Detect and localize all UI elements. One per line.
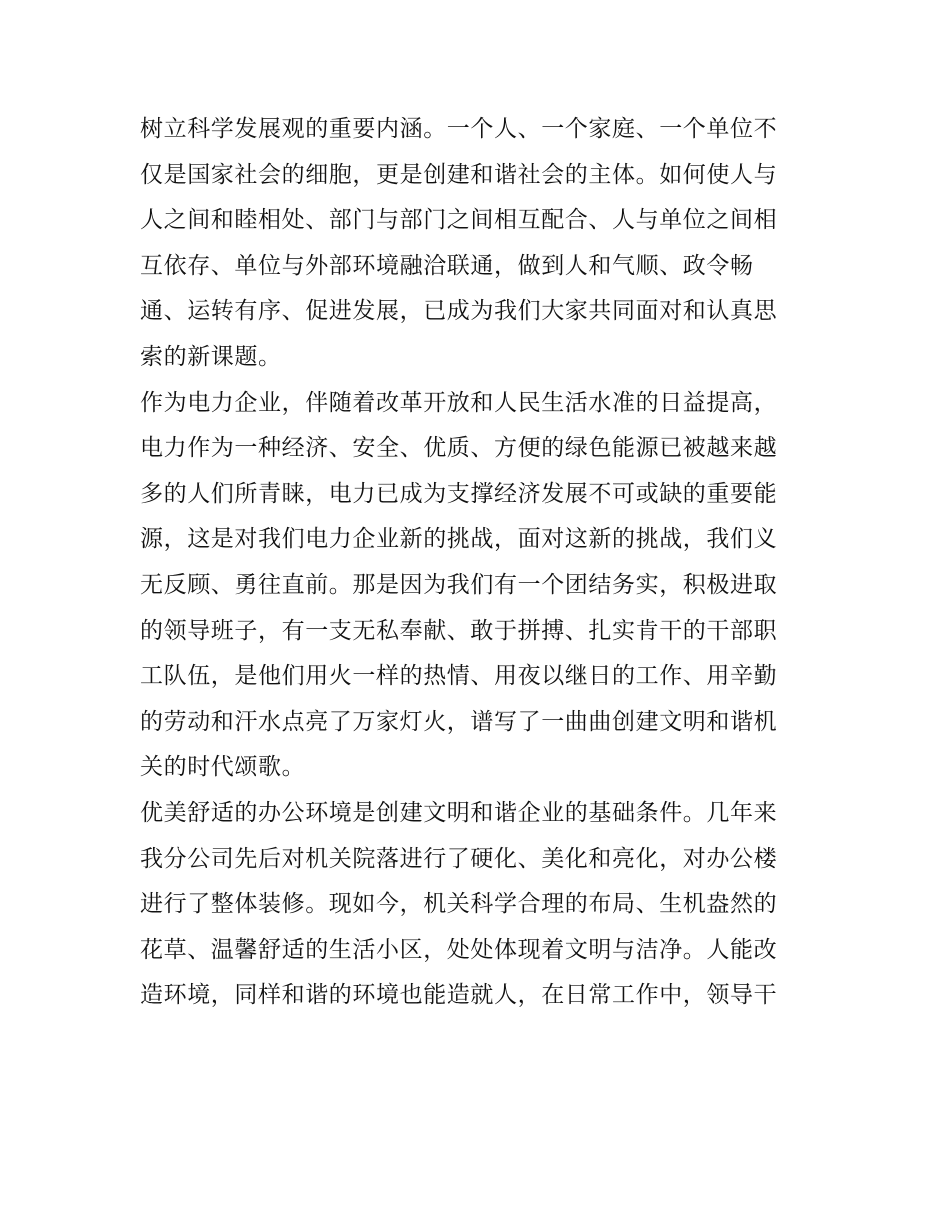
text-line: 的领导班子，有一支无私奉献、敢于拼搏、扎实肯干的干部职	[140, 617, 778, 644]
text-line: 源，这是对我们电力企业新的挑战，面对这新的挑战，我们义	[140, 526, 778, 553]
text-line: 工队伍，是他们用火一样的热情、用夜以继日的工作、用辛勤	[140, 663, 778, 690]
text-line: 人之间和睦相处、部门与部门之间相互配合、人与单位之间相	[140, 207, 778, 234]
text-line: 无反顾、勇往直前。那是因为我们有一个团结务实，积极进取	[140, 571, 778, 598]
text-line: 互依存、单位与外部环境融洽联通，做到人和气顺、政令畅	[140, 252, 754, 279]
text-line: 索的新课题。	[140, 343, 282, 370]
text-line: 树立科学发展观的重要内涵。一个人、一个家庭、一个单位不	[140, 116, 778, 142]
text-line: 关的时代颂歌。	[140, 754, 306, 781]
paragraph-1	[140, 107, 820, 381]
text-line: 进行了整体装修。现如今，机关科学合理的布局、生机盎然的	[140, 891, 778, 918]
text-line: 我分公司先后对机关院落进行了硬化、美化和亮化，对办公楼	[140, 845, 778, 872]
text-line: 多的人们所青睐，电力已成为支撑经济发展不可或缺的重要能	[140, 480, 778, 507]
paragraph-2	[140, 381, 820, 791]
text-line: 通、运转有序、促进发展，已成为我们大家共同面对和认真思	[140, 298, 778, 325]
text-line: 优美舒适的办公环境是创建文明和谐企业的基础条件。几年来	[140, 799, 778, 826]
document-body	[140, 107, 820, 1019]
text-line: 仅是国家社会的细胞，更是创建和谐社会的主体。如何使人与	[140, 161, 778, 188]
text-line: 电力作为一种经济、安全、优质、方便的绿色能源已被越来越	[140, 435, 778, 462]
paragraph-3	[140, 791, 820, 1019]
text-line: 的劳动和汗水点亮了万家灯火，谱写了一曲曲创建文明和谐机	[140, 708, 778, 735]
text-line: 作为电力企业，伴随着改革开放和人民生活水准的日益提高，	[140, 389, 778, 416]
text-line: 花草、温馨舒适的生活小区，处处体现着文明与洁净。人能改	[140, 936, 778, 963]
text-line: 造环境，同样和谐的环境也能造就人，在日常工作中，领导干	[140, 982, 778, 1009]
